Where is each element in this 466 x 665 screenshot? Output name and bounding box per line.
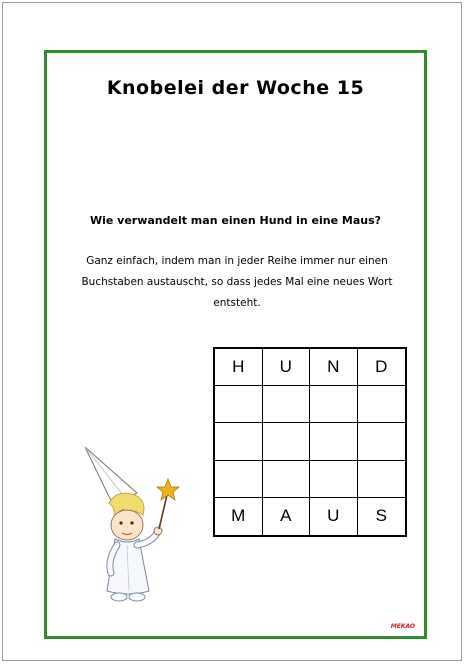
grid-cell[interactable]: N <box>310 349 358 386</box>
grid-cell[interactable]: A <box>263 498 311 535</box>
grid-cell[interactable] <box>310 386 358 423</box>
grid-cell[interactable] <box>310 461 358 498</box>
grid-cell[interactable]: S <box>375 506 387 526</box>
grid-cell[interactable]: U <box>263 349 311 386</box>
grid-cell[interactable] <box>263 423 311 460</box>
word-ladder-grid <box>213 347 407 537</box>
grid-cell[interactable] <box>215 423 263 460</box>
grid-cell[interactable] <box>215 386 263 423</box>
grid-cell[interactable] <box>263 461 311 498</box>
grid-cell[interactable] <box>215 461 263 498</box>
grid-cell[interactable]: U <box>310 498 358 535</box>
grid-cell[interactable]: M <box>215 498 263 535</box>
grid-cell[interactable]: D <box>358 349 406 386</box>
grid-cell[interactable] <box>310 423 358 460</box>
publisher-logo: MEKAO <box>390 623 415 630</box>
grid-cell[interactable]: H <box>215 349 263 386</box>
worksheet-page <box>2 2 462 661</box>
worksheet-frame <box>44 50 427 639</box>
grid-cell[interactable] <box>358 461 406 498</box>
riddle-explanation: Ganz einfach, indem man in jeder Reihe immer nur einen Buchstaben austauscht, so dass jedes Mal eine neues Wort entsteht. <box>81 255 393 309</box>
grid-cell[interactable] <box>263 386 311 423</box>
riddle-question: Wie verwandelt man einen Hund in eine Maus? <box>89 214 382 227</box>
worksheet-title: Knobelei der Woche 15 <box>106 77 365 99</box>
grid-cell[interactable] <box>358 423 406 460</box>
wizard-illustration <box>73 441 193 617</box>
grid-cell[interactable] <box>358 386 406 423</box>
